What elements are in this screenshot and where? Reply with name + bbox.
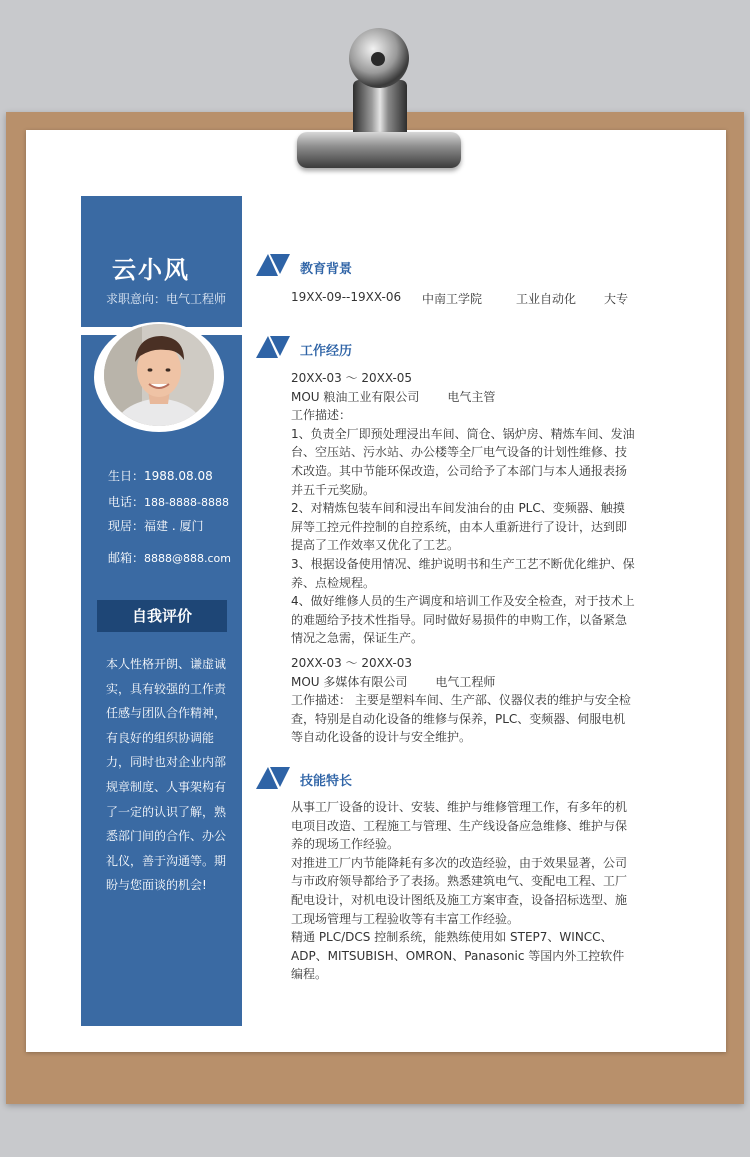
job-position: 电气主管 xyxy=(447,389,496,404)
job-position: 电气工程师 xyxy=(435,674,496,689)
job-description: 工作描述： 主要是塑料车间、生产部、仪器仪表的维护与安全检查，特别是自动化设备的维修与保养，PLC、变频器、伺服电机等自动化设备的设计与安全维护。 xyxy=(291,693,631,745)
job-duty-item: 3、根据设备使用情况、维护说明书和生产工艺不断优化维护、保养、点检规程。 xyxy=(291,556,635,590)
education-degree: 大专 xyxy=(604,292,629,306)
job-entry xyxy=(291,369,636,648)
candidate-name: 云小风 xyxy=(112,256,190,284)
section-triangle-icon xyxy=(256,336,290,358)
phone-value: 188-8888-8888 xyxy=(144,496,229,509)
education-school: 中南工学院 xyxy=(422,292,483,306)
residence xyxy=(108,517,203,534)
binder-clip-neck xyxy=(353,80,407,136)
phone xyxy=(108,493,229,510)
email xyxy=(108,549,231,566)
job-company-line xyxy=(291,673,636,692)
birth-label: 生日： xyxy=(108,469,145,483)
avatar xyxy=(104,324,214,426)
residence-label: 现居： xyxy=(108,519,145,533)
section-triangle-icon xyxy=(256,254,290,276)
skills-body xyxy=(291,798,636,984)
section-triangle-icon xyxy=(256,767,290,789)
email-label: 邮箱： xyxy=(108,551,145,565)
person-photo-icon xyxy=(104,324,214,426)
job-company: MOU 粮油工业有限公司 xyxy=(291,389,420,404)
skills-paragraph: 精通 PLC/DCS 控制系统，能熟练使用如 STEP7、WINCC、ADP、MITSUBISH、OMRON、Panasonic 等国内外工控软件编程。 xyxy=(291,930,625,982)
education-major: 工业自动化 xyxy=(516,292,577,306)
job-objective: 求职意向：电气工程师 xyxy=(105,292,226,306)
job-desc-label: 工作描述： xyxy=(291,408,352,423)
skills-paragraph: 从事工厂设备的设计、安装、维护与维修管理工作，有多年的机电项目改造、工程施工与管理、生产线设备应急维修、维护与保养的现场工作经验。 xyxy=(291,800,628,852)
job-period: 20XX-03 ～ 20XX-03 xyxy=(291,656,413,670)
birth-date xyxy=(108,467,213,484)
job-duty-item: 1、负责全厂即预处理浸出车间、筒仓、锅炉房、精炼车间、发油台、空压站、污水站、办公楼等全厂电气设备的计划性维修、技术改造。其中节能环保改造，公司给予了本部门与本人通报表扬并五千元奖励。 xyxy=(291,426,635,497)
work-title: 工作经历 xyxy=(300,344,353,359)
job-duty-item: 2、对精炼包装车间和浸出车间发油台的由 PLC、变频器、触摸屏等工控元件控制的自控系统，由本人重新进行了设计，达到即提高了工作效率又优化了工艺。 xyxy=(291,501,628,553)
job-period: 20XX-03 ～ 20XX-05 xyxy=(291,371,413,385)
self-eval-text: 本人性格开朗、谦虚诚实，具有较强的工作责任感与团队合作精神，有良好的组织协调能力，同时也对企业内部规章制度、人事架构有了一定的认识了解，熟悉部门间的合作、办公礼仪，善于沟通等。期盼与您面谈的机会! xyxy=(106,657,227,893)
phone-label: 电话： xyxy=(108,495,145,509)
education-period: 19XX-09--19XX-06 xyxy=(291,290,402,304)
birth-value: 1988.08.08 xyxy=(144,469,213,483)
job-company: MOU 多媒体有限公司 xyxy=(291,674,408,689)
self-eval-heading: 自我评价 xyxy=(97,600,227,632)
email-value: 8888@888.com xyxy=(144,552,231,565)
job-entry xyxy=(291,654,636,747)
job-duty-item: 4、做好维修人员的生产调度和培训工作及安全检查，对于技术上的难题给予技术性指导。同时做好易损件的申购工作，以备紧急情况之急需，保证生产。 xyxy=(291,594,635,646)
residence-value: 福建 . 厦门 xyxy=(144,519,204,533)
binder-clip-hole xyxy=(371,52,385,66)
skills-title: 技能特长 xyxy=(300,774,353,789)
education-title: 教育背景 xyxy=(300,262,353,277)
skills-paragraph: 对推进工厂内节能降耗有多次的改造经验，由于效果显著，公司与市政府领导都给予了表扬。熟悉建筑电气、变配电工程、工厂配电设计，对机电设计图纸及施工方案审查，设备招标选型、施工现场管理与工程验收等有丰富工作经验。 xyxy=(291,855,628,926)
binder-clip-icon xyxy=(297,132,461,168)
job-company-line xyxy=(291,388,636,407)
